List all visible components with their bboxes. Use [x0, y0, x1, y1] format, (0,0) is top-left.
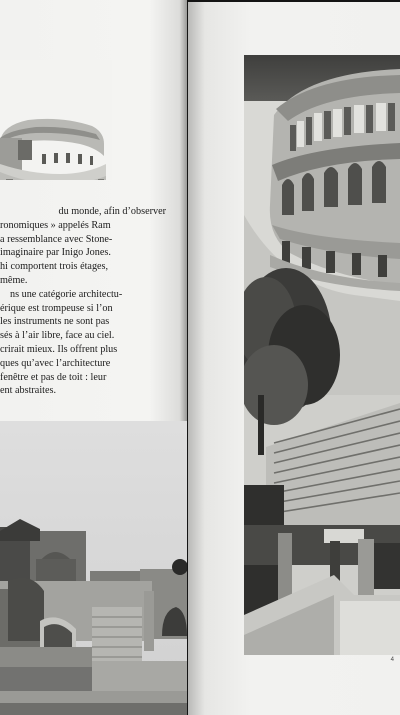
- text-line: les instruments ne sont pas: [0, 316, 110, 328]
- body-text: [0, 205, 166, 398]
- text-line: ronomiques » appelés Ram: [0, 219, 111, 231]
- ram-yantra-aerial-photo: [244, 55, 400, 655]
- text-line: érique est trompeuse si l’on: [0, 302, 113, 314]
- left-page: [0, 0, 187, 715]
- text-line: sés à l’air libre, face au ciel.: [0, 330, 115, 342]
- text-line: fenêtre et pas de toit : leur: [0, 371, 107, 383]
- text-line: même.: [0, 274, 28, 286]
- text-line: a ressemblance avec Stone-: [0, 233, 113, 245]
- text-line: ent abstraites.: [0, 385, 57, 397]
- text-line: ques qu’avec l’architecture: [0, 357, 111, 369]
- text-line: hi comportent trois étages,: [0, 261, 109, 273]
- text-line: crirait mieux. Ils offrent plus: [0, 343, 118, 355]
- observatory-instruments-photo: [0, 421, 187, 715]
- circular-observatory-photo: [0, 60, 112, 180]
- text-line: du monde, afin d’observer: [58, 206, 166, 217]
- text-line: ns une catégorie architectu-: [10, 288, 123, 300]
- page-number: 4: [390, 657, 394, 663]
- right-page: [188, 2, 400, 715]
- text-line: imaginaire par Inigo Jones.: [0, 247, 111, 259]
